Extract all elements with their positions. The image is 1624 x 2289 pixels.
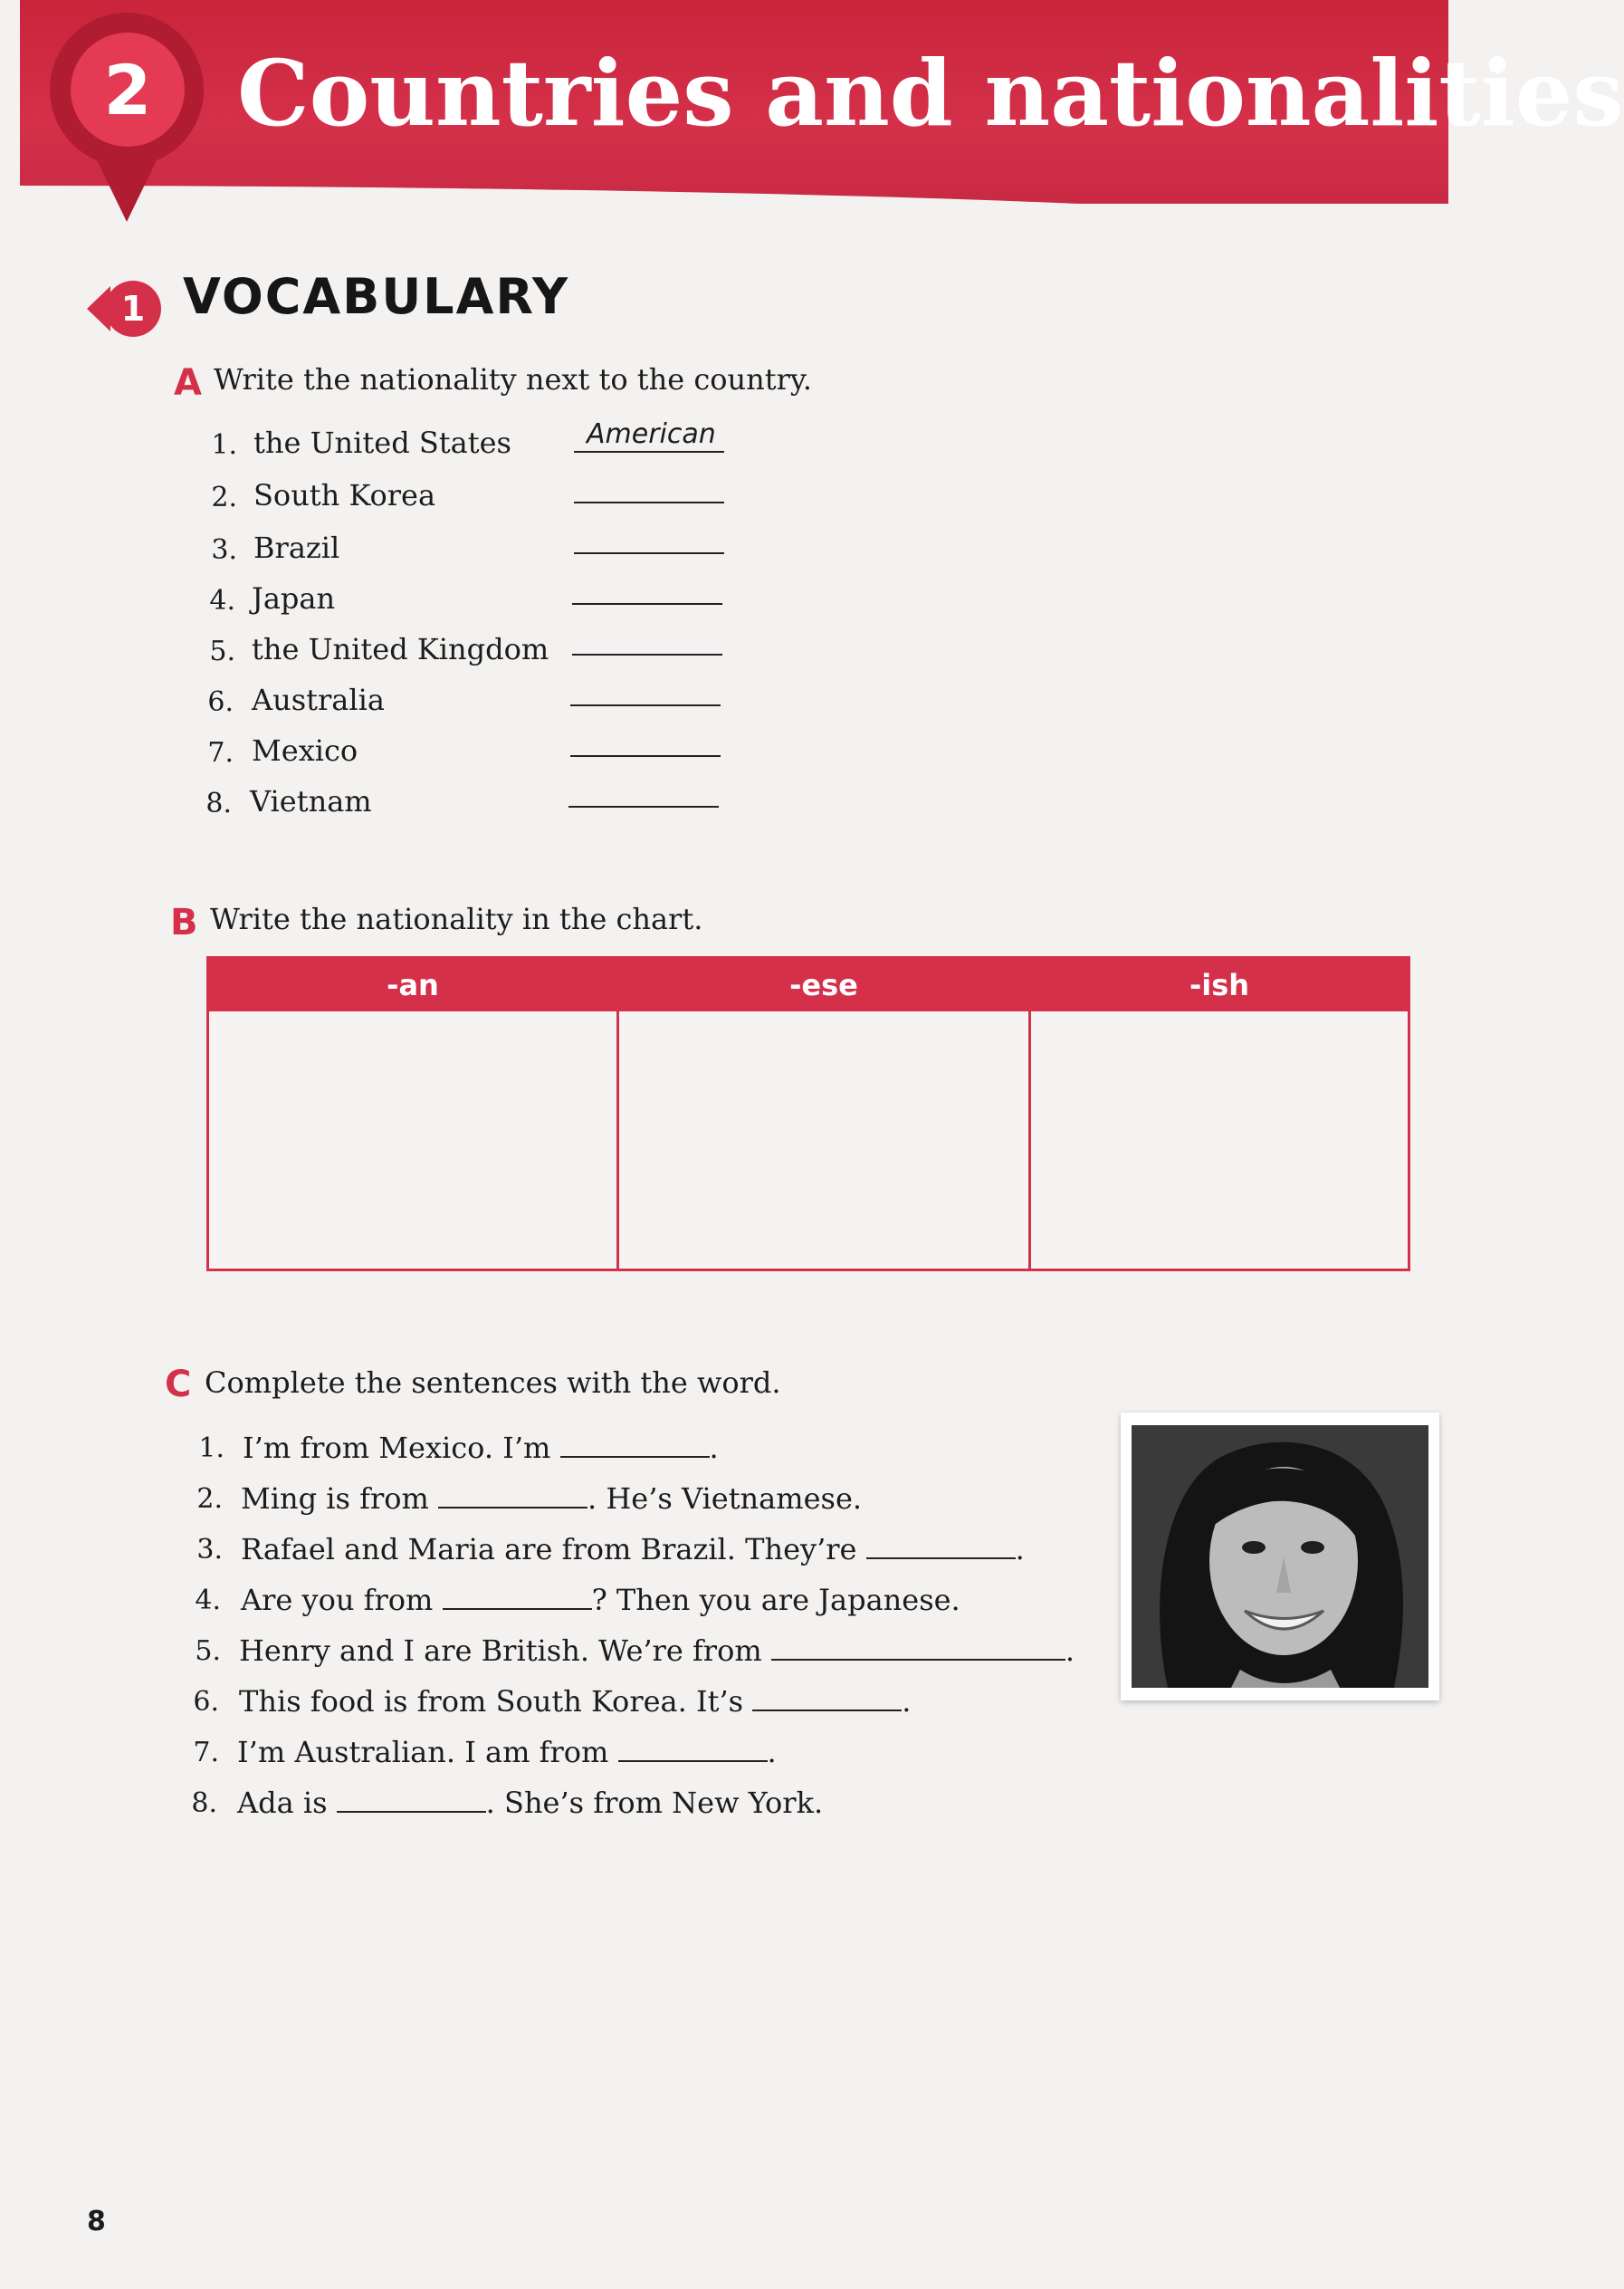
item-number: 5.	[195, 1635, 221, 1667]
sentence-end: .	[767, 1735, 777, 1769]
answer-text: American	[587, 418, 716, 450]
sentence	[243, 1431, 719, 1465]
answer-blank[interactable]	[574, 451, 724, 453]
chart-header-ish: -ish	[1031, 959, 1408, 1011]
sentence	[237, 1786, 823, 1820]
sentence	[237, 1735, 777, 1769]
woman-portrait-icon	[1132, 1425, 1428, 1688]
sentence-start: Ming is from	[241, 1481, 439, 1516]
sentence-blank[interactable]	[443, 1588, 592, 1610]
country-label: Brazil	[253, 531, 340, 565]
country-label: South Korea	[253, 478, 436, 512]
nationality-chart	[206, 956, 1410, 1271]
sentence-start: Henry and I are British. We’re from	[239, 1633, 771, 1668]
item-number: 4.	[209, 585, 235, 617]
answer-blank[interactable]	[572, 603, 722, 605]
item-number: 8.	[191, 1787, 217, 1819]
sentence	[239, 1684, 911, 1719]
unit-pin-tail	[96, 158, 158, 222]
item-number: 4.	[195, 1585, 221, 1616]
item-number: 1.	[198, 1432, 224, 1464]
sentence-end: ? Then you are Japanese.	[591, 1583, 960, 1617]
sentence-start: This food is from South Korea. It’s	[239, 1684, 753, 1719]
sentence-blank[interactable]	[866, 1537, 1016, 1559]
sentence-end: . She’s from New York.	[485, 1786, 824, 1820]
exercise-c-instruction: Complete the sentences with the word.	[205, 1365, 781, 1400]
sentence-start: I’m from Mexico. I’m	[243, 1431, 560, 1465]
item-number: 2.	[211, 482, 237, 513]
item-number: 2.	[196, 1483, 223, 1515]
item-number: 6.	[207, 686, 234, 718]
country-label: the United States	[253, 426, 511, 460]
exercise-a-instruction: Write the nationality next to the country.	[214, 362, 812, 397]
chart-divider	[1028, 959, 1031, 1269]
answer-blank[interactable]	[570, 755, 721, 757]
exercise-b-instruction: Write the nationality in the chart.	[210, 902, 703, 936]
country-label: Vietnam	[250, 784, 372, 819]
photo-frame	[1121, 1413, 1439, 1700]
answer-blank[interactable]	[572, 654, 722, 656]
sentence-start: I’m Australian. I am from	[237, 1735, 618, 1769]
country-label: Mexico	[252, 733, 358, 768]
chart-cell-an[interactable]	[215, 1017, 611, 1265]
section-title: VOCABULARY	[183, 268, 570, 325]
sentence-blank[interactable]	[618, 1740, 768, 1762]
exercise-a-letter: A	[174, 362, 202, 404]
sentence-blank[interactable]	[752, 1690, 902, 1711]
sentence-start: Are you from	[241, 1583, 443, 1617]
sentence	[241, 1583, 960, 1617]
sentence	[241, 1532, 1025, 1566]
chart-cell-ese[interactable]	[625, 1017, 1023, 1265]
chart-header-an: -an	[209, 959, 616, 1011]
exercise-b-letter: B	[170, 902, 198, 943]
country-label: Japan	[252, 581, 336, 616]
sentence-end: .	[1065, 1633, 1075, 1668]
item-number: 8.	[205, 788, 232, 819]
sentence-end: . He’s Vietnamese.	[588, 1481, 863, 1516]
exercise-c-letter: C	[165, 1364, 192, 1405]
chart-cell-ish[interactable]	[1036, 1017, 1402, 1265]
woman-photo	[1132, 1425, 1428, 1688]
sentence-blank[interactable]	[560, 1436, 710, 1458]
chart-divider	[616, 959, 619, 1269]
country-label: Australia	[252, 683, 385, 717]
sentence	[241, 1481, 862, 1516]
answer-blank[interactable]	[574, 502, 724, 503]
unit-title: Countries and nationalities	[237, 40, 1624, 147]
country-label: the United Kingdom	[252, 632, 549, 666]
answer-blank[interactable]	[568, 806, 719, 808]
item-number: 3.	[196, 1534, 223, 1566]
sentence-start: Ada is	[237, 1786, 337, 1820]
sentence-blank[interactable]	[438, 1487, 588, 1508]
section-number: 1	[105, 281, 161, 337]
answer-blank[interactable]	[570, 704, 721, 706]
section-badge	[87, 281, 167, 337]
sentence	[239, 1633, 1075, 1668]
unit-number: 2	[71, 33, 185, 147]
sentence-start: Rafael and Maria are from Brazil. They’re	[241, 1532, 866, 1566]
answer-blank[interactable]	[574, 552, 724, 554]
page-number: 8	[87, 2206, 106, 2237]
item-number: 7.	[207, 737, 234, 769]
sentence-end: .	[902, 1684, 912, 1719]
item-number: 6.	[193, 1686, 219, 1718]
sentence-blank[interactable]	[337, 1791, 486, 1813]
sentence-blank[interactable]	[771, 1639, 1065, 1661]
sentence-end: .	[1015, 1532, 1025, 1566]
item-number: 7.	[193, 1737, 219, 1768]
chart-header-ese: -ese	[619, 959, 1028, 1011]
item-number: 1.	[211, 429, 237, 461]
sentence-end: .	[709, 1431, 719, 1465]
item-number: 3.	[211, 534, 237, 566]
item-number: 5.	[209, 636, 235, 667]
